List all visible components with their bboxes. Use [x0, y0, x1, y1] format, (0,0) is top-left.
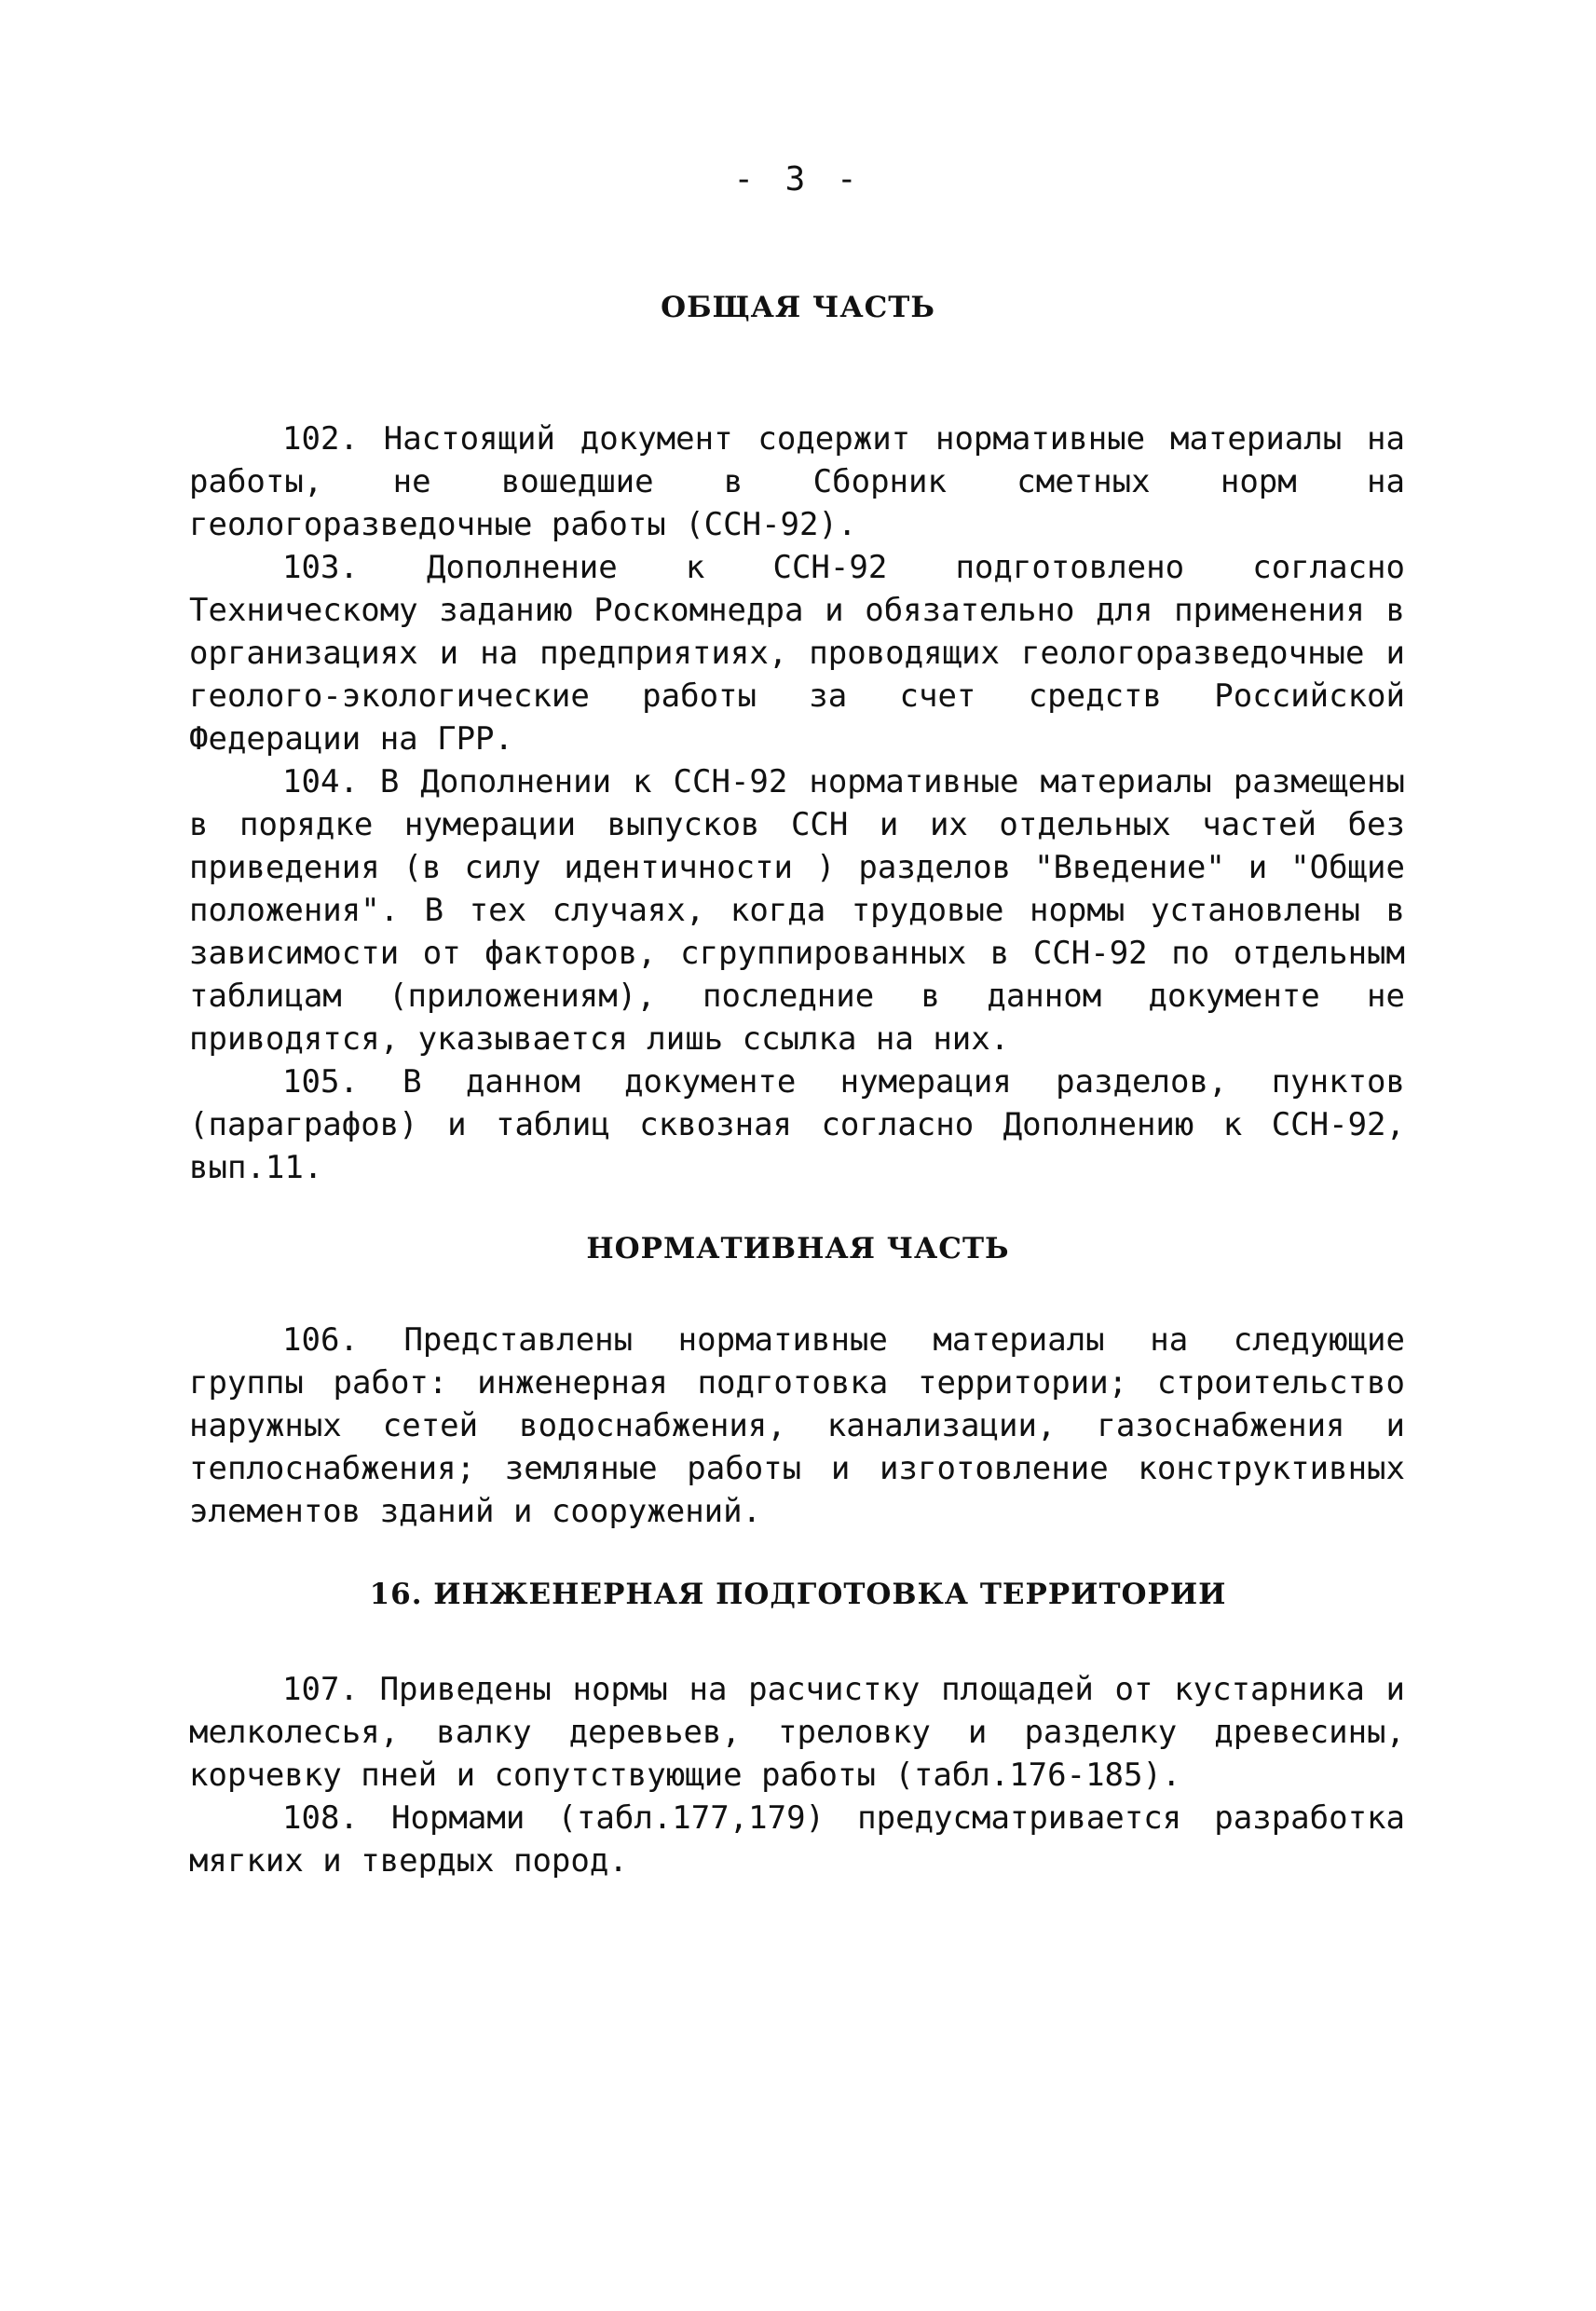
engineering-section-body: [189, 1668, 1405, 1882]
section-title-general: ОБЩАЯ ЧАСТЬ: [661, 291, 935, 324]
normative-section-body: [189, 1319, 1405, 1533]
paragraph-103: 103. Дополнение к ССН-92 подготовлено согласно Техническому заданию Роскомнедра и обязательно для применения в организациях и на предприятиях, проводящих геологоразведочные и геолого-экологические работы за счет средств Российской Федерации на ГРР.: [189, 549, 1405, 758]
page-number: - 3 -: [733, 160, 863, 198]
general-section-body: [189, 417, 1405, 1189]
paragraph-108: 108. Нормами (табл.177,179) предусматривается разработка мягких и твердых пород.: [189, 1799, 1405, 1880]
paragraph-105: 105. В данном документе нумерация разделов, пунктов (параграфов) и таблиц сквозная согласно Дополнению к ССН-92, вып.11.: [189, 1063, 1405, 1186]
paragraph-107: 107. Приведены нормы на расчистку площадей от кустарника и мелколесья, валку деревьев, треловку и разделку древесины, корчевку пней и сопутствующие работы (табл.176-185).: [189, 1671, 1405, 1794]
section-title-normative: НОРМАТИВНАЯ ЧАСТЬ: [586, 1232, 1010, 1265]
section-title-engineering: 16. ИНЖЕНЕРНАЯ ПОДГОТОВКА ТЕРРИТОРИИ: [369, 1578, 1227, 1611]
paragraph-104: 104. В Дополнении к ССН-92 нормативные материалы размещены в порядке нумерации выпусков ССН и их отдельных частей без приведения (в силу идентичности ) разделов "Введение" и "Общие положения". В тех случаях, когда трудовые нормы установлены в зависимости от факторов, сгруппированных в ССН-92 по отдельным таблицам (приложениям), последние в данном документе не приводятся, указывается лишь ссылка на них.: [189, 763, 1405, 1058]
paragraph-106: 106. Представлены нормативные материалы на следующие группы работ: инженерная подготовка территории; строительство наружных сетей водоснабжения, канализации, газоснабжения и теплоснабжения; земляные работы и изготовление конструктивных элементов зданий и сооружений.: [189, 1321, 1405, 1530]
paragraph-102: 102. Настоящий документ содержит нормативные материалы на работы, не вошедшие в Сборник сметных норм на геологоразведочные работы (ССН-92).: [189, 420, 1405, 543]
